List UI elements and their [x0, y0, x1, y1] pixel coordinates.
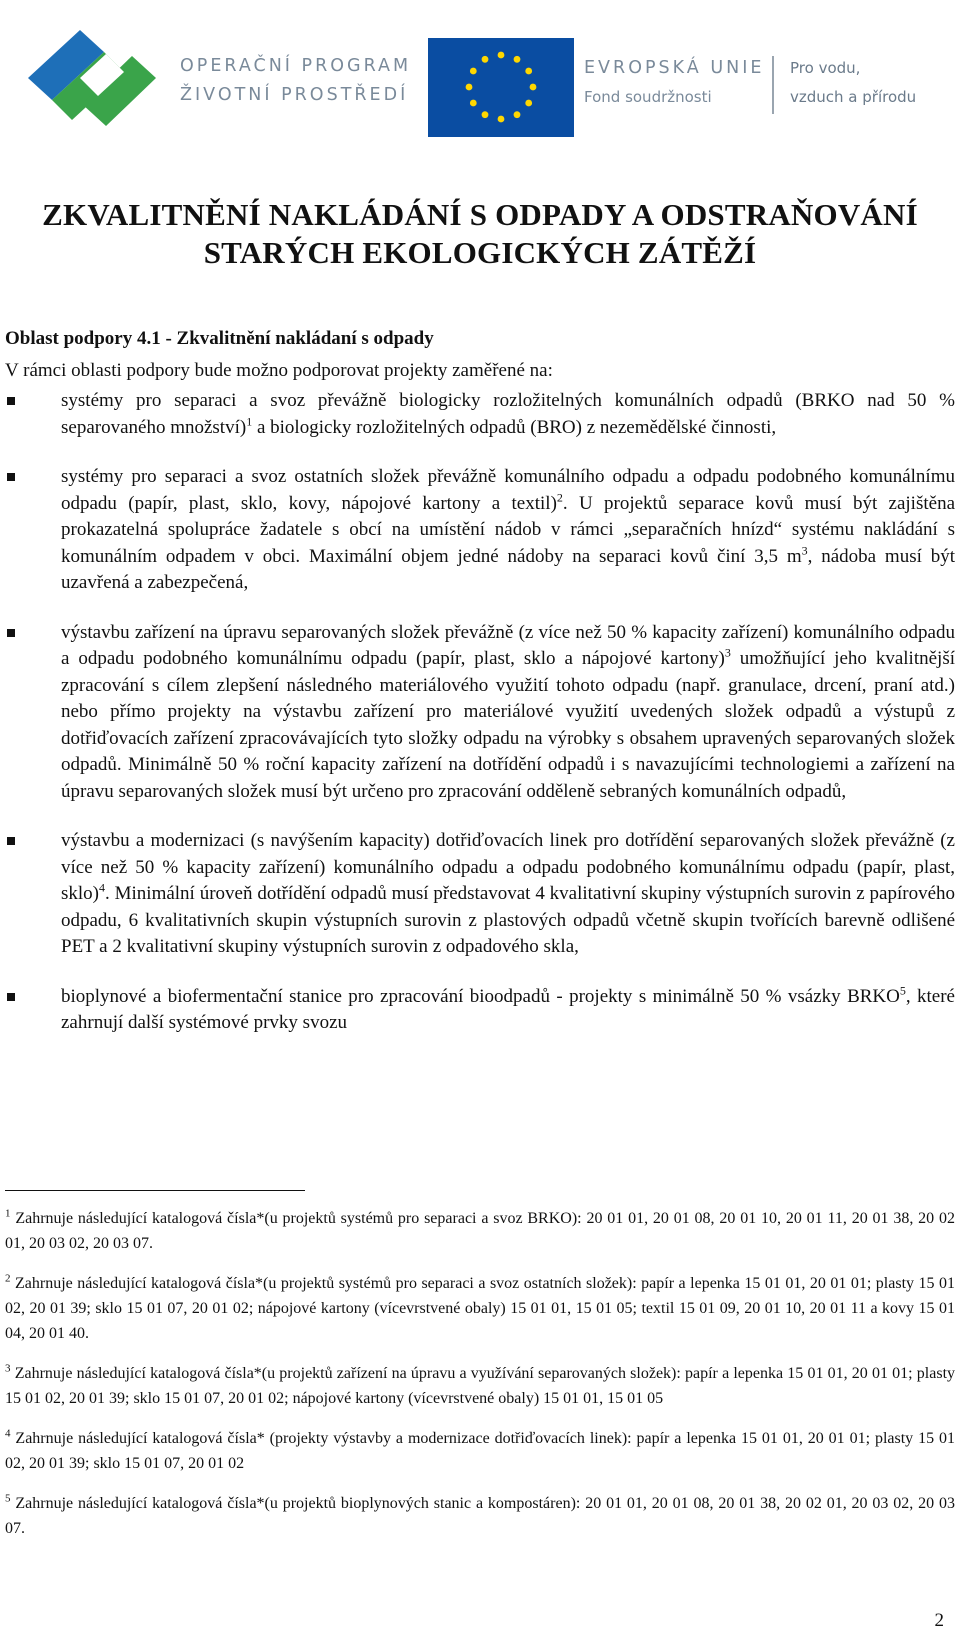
- footnote-number: 4: [5, 1427, 11, 1440]
- intro-text: V rámci oblasti podpory bude možno podporovat projekty zaměřené na:: [5, 360, 553, 381]
- footnote-ref[interactable]: 3: [724, 645, 731, 660]
- footnotes: [5, 1206, 955, 1556]
- program-name: [180, 52, 411, 110]
- list-item: [5, 620, 955, 806]
- eu-title: EVROPSKÁ UNIE: [584, 58, 765, 78]
- bullet-text: . Minimální úroveň dotřídění odpadů musí představovat 4 kvalitativní skupiny výstupních surovin z papírového odpadu, 6 kvalitativních skupin výstupních surovin z plastových odpadů včetně skupin tvořících barevně odlišené PET a 2 kvalitativní skupiny výstupních surovin z odpadového skla,: [61, 883, 955, 957]
- bullet-text: výstavbu a modernizaci (s navýšením kapacity) dotřiďovacích linek pro dotřídění separovaných složek převážně (z více než 50 % kapacity zařízení) komunálního odpadu a odpadu podobného komunálnímu odpadu (papír, plast, sklo): [61, 830, 955, 904]
- bullet-text: a biologicky rozložitelných odpadů (BRO) z nezemědělské činnosti,: [252, 416, 777, 438]
- footnote-text: Zahrnuje následující katalogová čísla*(u projektů bioplynových stanic a kompostáren): 20 01 01, 20 01 08, 20 01 38, 20 02 01, 20 03 02, 20 03 07.: [5, 1495, 956, 1537]
- motto: [790, 54, 916, 112]
- eu-flag-icon: [428, 38, 574, 137]
- footnote-ref[interactable]: 1: [246, 414, 253, 429]
- bullet-text: systémy pro separaci a svoz ostatních složek převážně komunálního odpadu a odpadu podobného komunálnímu odpadu (papír, plast, sklo, kovy, nápojové kartony a textil): [61, 466, 955, 514]
- list-item: [5, 984, 955, 1037]
- footnote-separator: [5, 1190, 305, 1191]
- footnote-text: Zahrnuje následující katalogová čísla* (projekty výstavby a modernizace dotřiďovacích linek): papír a lepenka 15 01 01, 20 01 01; plasty 15 01 02, 20 01 39; sklo 15 01 07, 20 01 02: [5, 1430, 956, 1472]
- header-banner: [0, 0, 960, 172]
- program-line-1: OPERAČNÍ PROGRAM: [180, 56, 412, 76]
- list-item: [5, 388, 955, 441]
- footnote-number: 2: [5, 1272, 11, 1285]
- motto-line-2: vzduch a přírodu: [790, 88, 917, 106]
- footnote-ref[interactable]: 5: [899, 983, 906, 998]
- footnote-text: Zahrnuje následující katalogová čísla*(u projektů systémů pro separaci a svoz BRKO): 20 01 01, 20 01 08, 20 01 10, 20 01 11, 20 01 38, 20 02 01, 20 03 02, 20 03 07.: [5, 1210, 956, 1252]
- list-item: [5, 828, 955, 961]
- footnote-number: 5: [5, 1492, 11, 1505]
- document-title: [0, 196, 960, 272]
- footnote-text: Zahrnuje následující katalogová čísla*(u projektů systémů pro separaci a svoz ostatních složek): papír a lepenka 15 01 01, 20 01 01; plasty 15 01 02, 20 01 39; sklo 15 01 07, 20 01 02; nápojové kartony (vícevrstvené obaly) 15 01 01, 15 01 05; textil 15 01 09, 20 01 10, 20 01 11 a kovy 15 01 04, 20 01 40.: [5, 1275, 956, 1342]
- footnote: [5, 1206, 955, 1256]
- bullet-list: [5, 388, 955, 1060]
- footnote-number: 1: [5, 1207, 11, 1220]
- bullet-text: systémy pro separaci a svoz převážně biologicky rozložitelných komunálních odpadů (BRKO nad 50 % separovaného množství): [61, 390, 955, 438]
- footnote-text: Zahrnuje následující katalogová čísla*(u projektů zařízení na úpravu a využívání separovaných složek): papír a lepenka 15 01 01, 20 01 01; plasty 15 01 02, 20 01 39; sklo 15 01 07, 20 01 02; nápojové kartony (vícevrstvené obaly) 15 01 01, 15 01 05: [5, 1365, 956, 1407]
- section-heading: Oblast podpory 4.1 - Zkvalitnění nakládaní s odpady: [5, 328, 434, 349]
- footnote-ref[interactable]: 2: [556, 490, 563, 505]
- footnote-number: 3: [5, 1362, 11, 1375]
- list-item: [5, 464, 955, 597]
- op-zp-logo-icon: [20, 22, 165, 134]
- motto-line-1: Pro vodu,: [790, 59, 861, 77]
- title-line-1: ZKVALITNĚNÍ NAKLÁDÁNÍ S ODPADY A ODSTRAŇOVÁNÍ: [42, 197, 918, 232]
- bullet-text: umožňující jeho kvalitnější zpracování s cílem zlepšení následného materiálového využití tohoto odpadu (např. granulace, drcení, praní atd.) nebo přímo projekty na výstavbu zařízení pro materiálové využití uvedených složek odpadů a výstupů z dotřiďovacích zařízení zpracovávajících tyto složky odpadu na výrobky s obsahem upravených separovaných složek odpadů. Minimálně 50 % roční kapacity zařízení na dotřídění odpadů i s navazujícími technologiemi a zařízení na úpravu separovaných složek musí být určeno pro zpracování odděleně sebraných komunálních odpadů,: [61, 648, 955, 802]
- header-divider: [772, 56, 774, 114]
- footnote-ref[interactable]: 4: [99, 880, 105, 895]
- title-line-2: STARÝCH EKOLOGICKÝCH ZÁTĚŽÍ: [203, 235, 757, 270]
- bullet-text: , které zahrnují další systémové prvky svozu: [61, 985, 955, 1033]
- bullet-text: , nádoba musí být uzavřená a zabezpečená,: [61, 545, 955, 593]
- footnote: [5, 1361, 955, 1411]
- footnote: [5, 1426, 955, 1476]
- bullet-text: . U projektů separace kovů musí být zajištěna prokazatelná spolupráce žadatele s obcí na umístění nádob v rámci „separačních hnízd“ systému nakládání s komunálním odpadem v obci. Maximální objem jedné nádoby na separaci kovů činí 3,5 m: [61, 492, 955, 567]
- eu-fund: Fond soudržnosti: [584, 88, 712, 106]
- footnote: [5, 1271, 955, 1346]
- unit-exponent: 3: [801, 543, 808, 558]
- bullet-text: výstavbu zařízení na úpravu separovaných složek převážně (z více než 50 % kapacity zařízení) komunálního odpadu a odpadu podobného komunálnímu odpadu (papír, plast, sklo a nápojové kartony): [61, 621, 955, 669]
- program-line-2: ŽIVOTNÍ PROSTŘEDÍ: [180, 85, 409, 105]
- bullet-text: bioplynové a biofermentační stanice pro zpracování bioodpadů - projekty s minimálně 50 % vsázky BRKO: [61, 985, 900, 1007]
- eu-name: [584, 54, 764, 112]
- page-number: 2: [934, 1610, 944, 1631]
- footnote: [5, 1491, 955, 1541]
